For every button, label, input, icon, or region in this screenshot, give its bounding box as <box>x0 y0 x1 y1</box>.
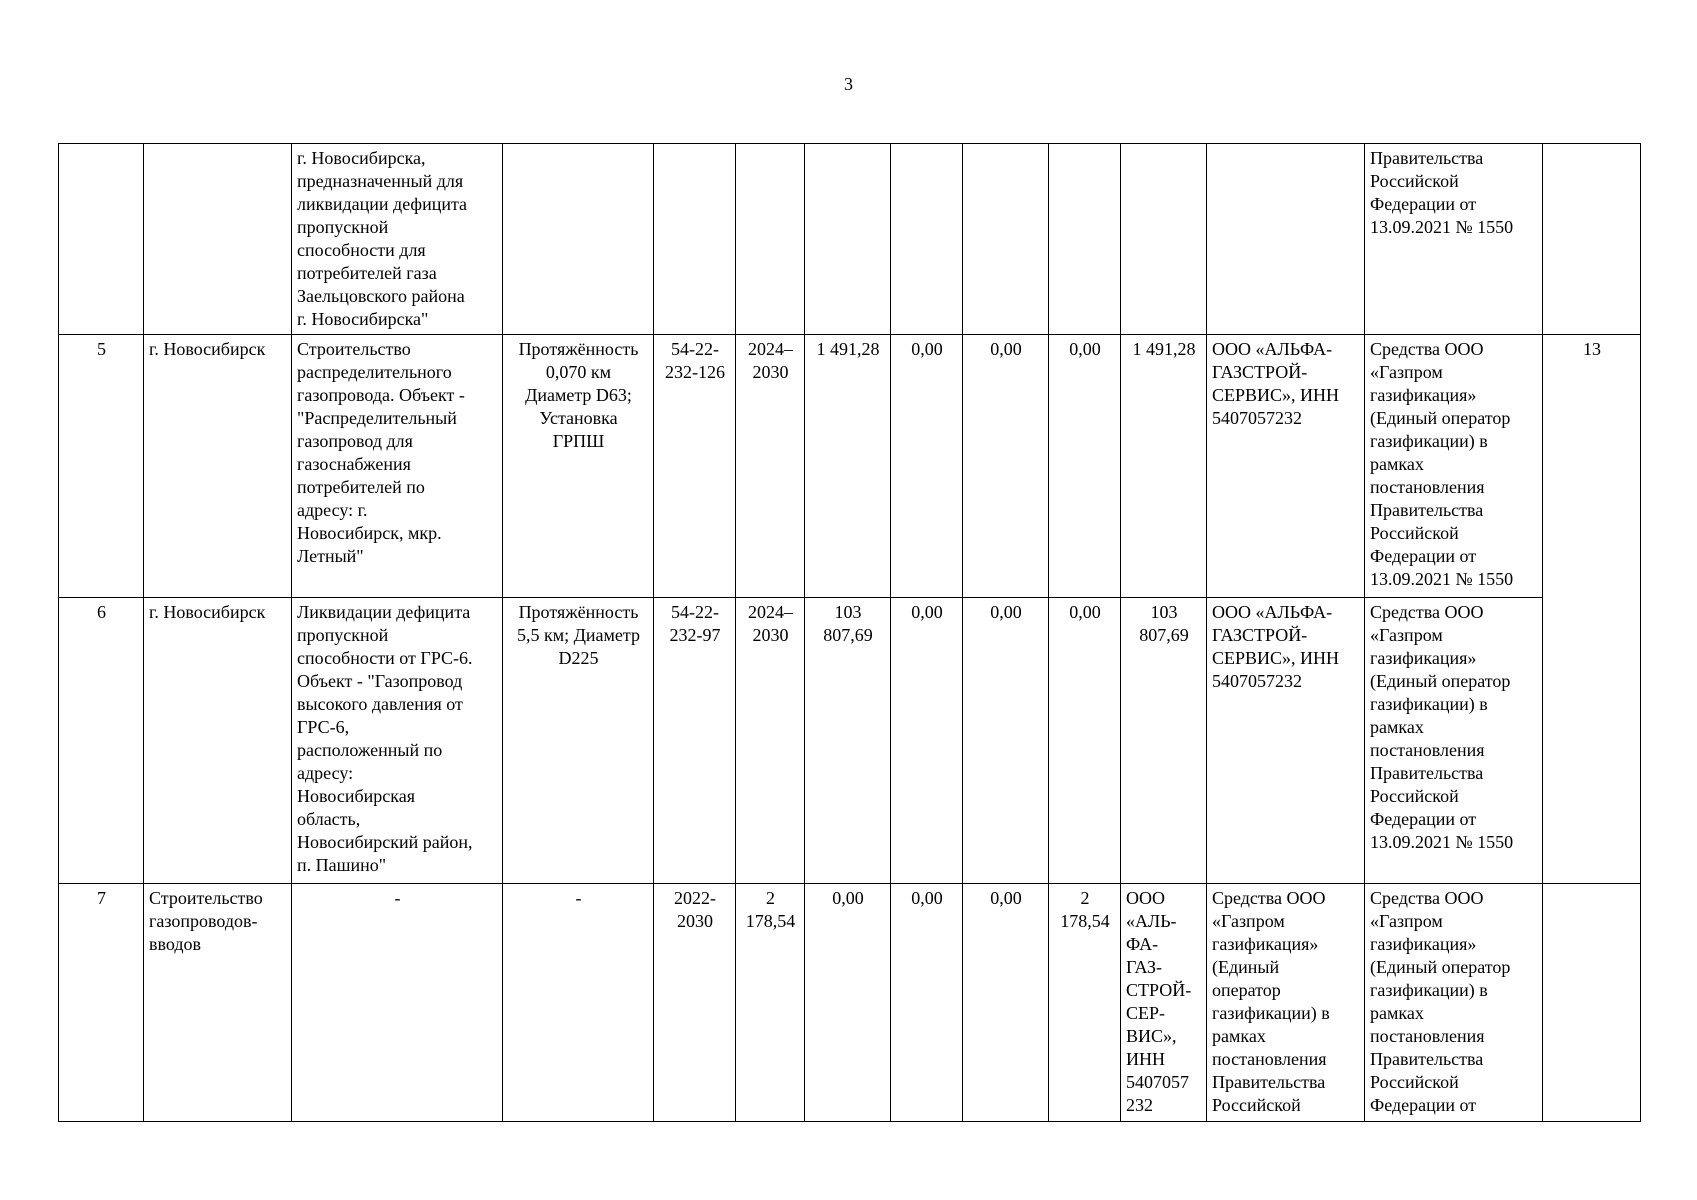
cell-v2: 0,00 <box>963 598 1049 884</box>
table-row <box>59 884 1641 1122</box>
cell-v4: 1 491,28 <box>1121 335 1207 598</box>
cell-period <box>736 144 805 335</box>
cell-v2 <box>963 144 1049 335</box>
cell-params: Протяжённость 5,5 км; Диаметр D225 <box>503 598 654 884</box>
cell-last <box>1543 144 1641 335</box>
cell-code: 2022- 2030 <box>654 884 736 1122</box>
cell-v2: 0,00 <box>963 335 1049 598</box>
cell-location: г. Новосибирск <box>144 598 292 884</box>
investment-program-table <box>58 143 1641 1122</box>
cell-funding: Средства ООО «Газпром газификация» (Единый оператор газификации) в рамках постановления Правительства Российской Федерации от 13.09.2021 № 1550 <box>1365 335 1543 598</box>
cell-v3: 0,00 <box>1049 598 1121 884</box>
table-row <box>59 598 1641 884</box>
cell-num: 6 <box>59 598 144 884</box>
cell-total: 0,00 <box>805 884 891 1122</box>
cell-period: 2024– 2030 <box>736 335 805 598</box>
cell-v4: ООО «АЛЬ- ФА- ГАЗ- СТРОЙ- СЕР- ВИС», ИНН 5407057 232 <box>1121 884 1207 1122</box>
cell-location <box>144 144 292 335</box>
cell-name: Ликвидации дефицита пропускной способности от ГРС-6. Объект - "Газопровод высокого давления от ГРС-6, расположенный по адресу: Новосибирская область, Новосибирский район, п. Пашино" <box>292 598 503 884</box>
cell-name: - <box>292 884 503 1122</box>
cell-params: - <box>503 884 654 1122</box>
cell-params <box>503 144 654 335</box>
cell-code: 54-22- 232-126 <box>654 335 736 598</box>
cell-location: Строительство газопроводов- вводов <box>144 884 292 1122</box>
cell-total: 1 491,28 <box>805 335 891 598</box>
cell-executor: ООО «АЛЬФА- ГАЗСТРОЙ- СЕРВИС», ИНН 5407057232 <box>1207 598 1365 884</box>
cell-v1: 0,00 <box>891 884 963 1122</box>
cell-code <box>654 144 736 335</box>
cell-v3: 2 178,54 <box>1049 884 1121 1122</box>
cell-v4: 103 807,69 <box>1121 598 1207 884</box>
cell-params: Протяжённость 0,070 км Диаметр D63; Установка ГРПШ <box>503 335 654 598</box>
cell-num <box>59 144 144 335</box>
cell-funding: Средства ООО «Газпром газификация» (Единый оператор газификации) в рамках постановления Правительства Российской Федерации от <box>1365 884 1543 1122</box>
cell-executor: ООО «АЛЬФА- ГАЗСТРОЙ- СЕРВИС», ИНН 5407057232 <box>1207 335 1365 598</box>
cell-v1 <box>891 144 963 335</box>
cell-executor: Средства ООО «Газпром газификация» (Единый оператор газификации) в рамках постановления Правительства Российской <box>1207 884 1365 1122</box>
cell-executor <box>1207 144 1365 335</box>
cell-period: 2 178,54 <box>736 884 805 1122</box>
cell-name: г. Новосибирска, предназначенный для ликвидации дефицита пропускной способности для потребителей газа Заельцовского района г. Новосибирска" <box>292 144 503 335</box>
table-row <box>59 335 1641 598</box>
page-number: 3 <box>844 74 853 94</box>
table-row-continuation <box>59 144 1641 335</box>
cell-last <box>1543 884 1641 1122</box>
cell-v1: 0,00 <box>891 598 963 884</box>
cell-v4 <box>1121 144 1207 335</box>
cell-v1: 0,00 <box>891 335 963 598</box>
cell-total: 103 807,69 <box>805 598 891 884</box>
cell-code: 54-22- 232-97 <box>654 598 736 884</box>
cell-num: 7 <box>59 884 144 1122</box>
cell-v2: 0,00 <box>963 884 1049 1122</box>
cell-name: Строительство распределительного газопровода. Объект - "Распределительный газопровод для газоснабжения потребителей по адресу: г. Новосибирск, мкр. Летный" <box>292 335 503 598</box>
cell-v3: 0,00 <box>1049 335 1121 598</box>
cell-num: 5 <box>59 335 144 598</box>
cell-v3 <box>1049 144 1121 335</box>
cell-last: 13 <box>1543 335 1641 884</box>
cell-funding: Правительства Российской Федерации от 13.09.2021 № 1550 <box>1365 144 1543 335</box>
cell-total <box>805 144 891 335</box>
cell-period: 2024– 2030 <box>736 598 805 884</box>
cell-funding: Средства ООО «Газпром газификация» (Единый оператор газификации) в рамках постановления Правительства Российской Федерации от 13.09.2021 № 1550 <box>1365 598 1543 884</box>
cell-location: г. Новосибирск <box>144 335 292 598</box>
